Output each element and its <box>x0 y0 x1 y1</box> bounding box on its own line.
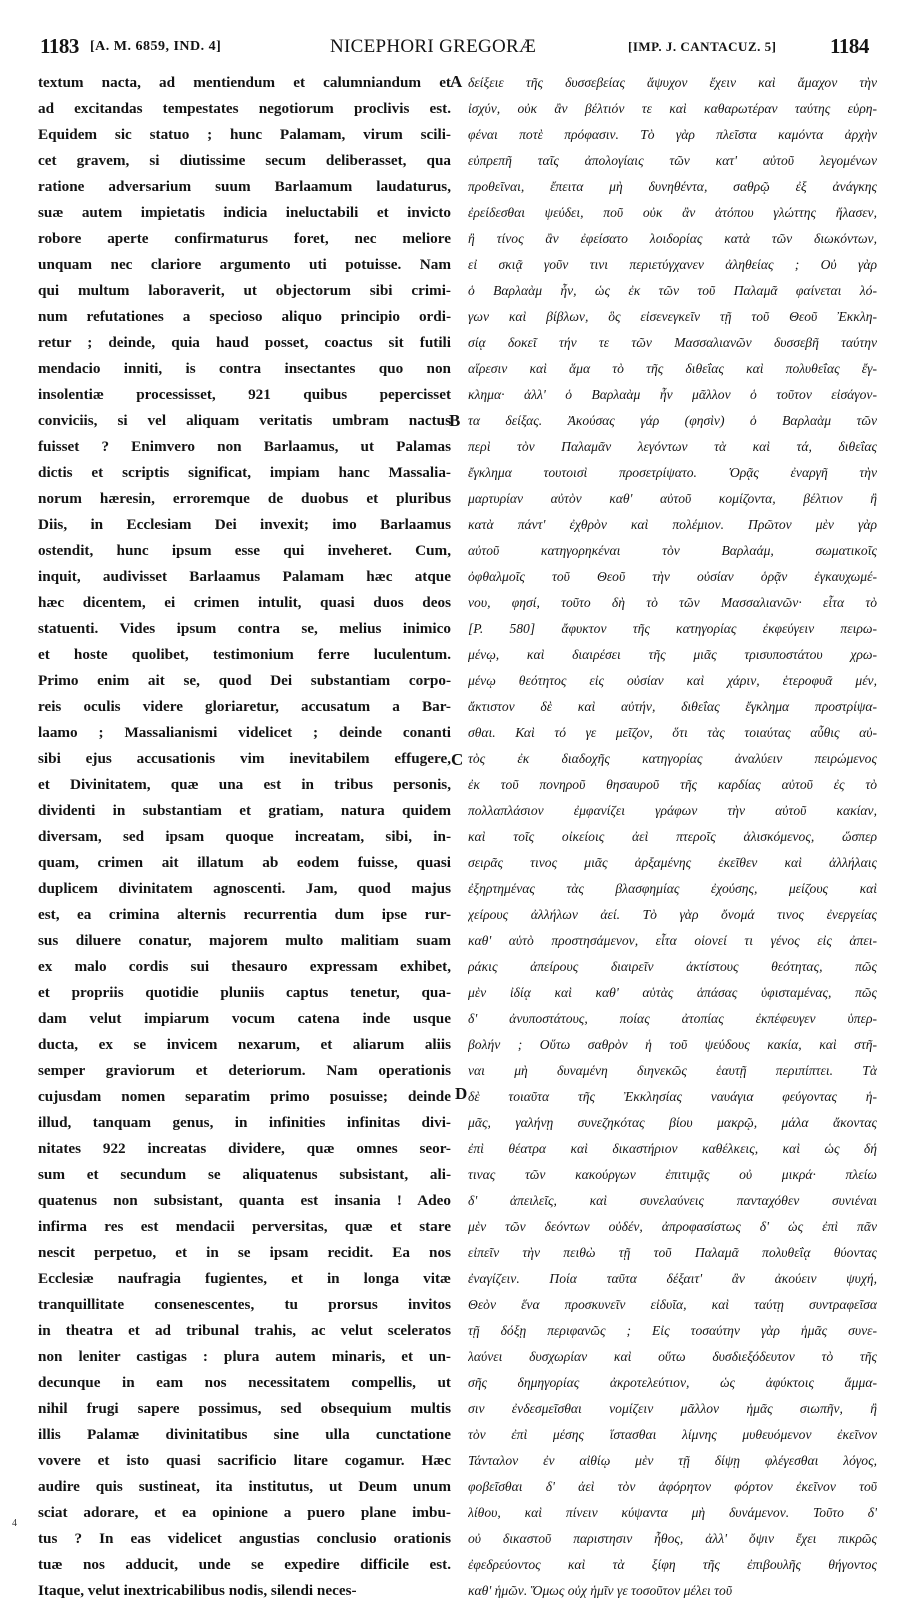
latin-text-line: sciat adorare, et ea opinione a puero plane imbu- <box>38 1504 451 1521</box>
greek-text-line: δὲ τοιαῦτα τῆς Ἐκκλησίας ναυάγια φεύγοντας ἡ- <box>468 1089 877 1104</box>
greek-text-line: τῇ δόξῃ περιφανῶς ; Εἰς τοσαύτην γὰρ ἡμᾶς συνε- <box>468 1323 877 1338</box>
greek-text-line: εἰ σκιᾷ γοῦν τινι περιετύγχανεν ἀληθείας ; Οὐ γὰρ <box>468 257 877 272</box>
greek-text-line: καθ' ἡμῶν. Ὅμως οὐχ ἡμῖν γε τοσοῦτον μέλει τοῦ <box>468 1583 733 1598</box>
greek-text-line: καὶ τοῖς οἰκείοις ἀεὶ πτεροῖς ἁλισκόμενος, ὥσπερ <box>468 829 877 844</box>
latin-text-line: Itaque, velut inextricabilibus nodis, silendi neces- <box>38 1582 357 1599</box>
latin-text-line: quam, crimen ait illatum ab eodem fuisse, quasi <box>38 854 451 871</box>
latin-text-line: laamo ; Massalianismi videlicet ; deinde conanti <box>38 724 451 741</box>
latin-text-line: ex malo cordis sui thesauro expressam exhibet, <box>38 958 451 975</box>
greek-text-line: εἰπεῖν τὴν πειθὼ τῇ τοῦ Παλαμᾶ πολυθεΐᾳ θύοντας <box>468 1245 877 1260</box>
margin-marker-a: A <box>450 72 463 91</box>
latin-text-line: Equidem sic statuo ; hunc Palamam, virum scili- <box>38 126 451 143</box>
latin-text-line: nitates 922 increatas dividere, quæ omnes seor- <box>38 1140 451 1157</box>
greek-text-line: μαρτυρίαν αὐτὸν καθ' αὐτοῦ κομίζοντα, βέλτιον ἢ <box>468 491 877 506</box>
greek-text-line: δ' ἀπειλεῖς, καὶ συνελαύνεις πανταχόθεν συνιέναι <box>468 1193 877 1208</box>
latin-text-line: illis Palamæ divinitatibus sine ulla cunctatione <box>38 1426 451 1443</box>
greek-text-line: σῆς δημηγορίας ἀκροτελεύτιον, ὡς ἀφύκτοις ἅμμα- <box>468 1375 877 1390</box>
latin-text-line: statuenti. Vides ipsum contra se, melius inimico <box>38 620 451 637</box>
latin-text-line: decunque in eam nos necessitatem compellis, ut <box>38 1374 451 1391</box>
greek-column <box>468 70 877 1604</box>
latin-text-line: cet gravem, si diutissime secum deliberasset, qua <box>38 152 451 169</box>
latin-text-line: cujusdam nomen separatim primo posuisse; deinde <box>38 1088 451 1105</box>
greek-text-line: ἰσχύν, οὐκ ἂν βέλτιόν τε καὶ καθαρωτέραν ταύτης εὑρη- <box>468 101 877 116</box>
greek-text-line: ἐρείδεσθαι ψεύδει, ποῦ οὐκ ἂν ἀτόπου γλώττης ἤλασεν, <box>468 205 877 220</box>
greek-text-line: βολήν ; Οὕτω σαθρὸν ἡ τοῦ ψεύδους κακία, καὶ στῆ- <box>468 1037 877 1052</box>
greek-text-line: ράκις ἀπείρους διαιρεῖν ἀκτίστους θεότητας, πῶς <box>468 959 877 974</box>
greek-text-line: σιν ἐνδεσμεῖσθαι νομίζειν μᾶλλον ἡμᾶς σιωπῆν, ἢ <box>468 1401 877 1416</box>
latin-text-line: conviciis, si vel aliquam veritatis umbram nactus <box>38 412 451 429</box>
greek-text-line: γων καὶ βίβλων, ὃς εἰσενεγκεῖν τῇ τοῦ Θεοῦ Ἐκκλη- <box>468 309 877 324</box>
latin-text-line: dictis et scriptis significat, impiam hanc Massalia- <box>38 464 451 481</box>
margin-marker-c: C <box>451 750 464 769</box>
latin-text-line: tus ? In eas videlicet angustias conclusio orationis <box>38 1530 451 1547</box>
latin-text-line: infirma res est mendacii perversitas, quæ et stare <box>38 1218 451 1235</box>
latin-column <box>38 70 451 1604</box>
greek-text-line: ἢ τίνος ἂν ἐφείσατο λοιδορίας κατὰ τῶν διωκόντων, <box>468 231 877 246</box>
latin-text-line: Primo enim ait se, quod Dei substantiam corpo- <box>38 672 451 689</box>
greek-text-line: αἵρεσιν καὶ ἅμα τὸ τῆς διθεΐας καὶ πολυθεΐας ἔγ- <box>468 361 877 376</box>
latin-text-line: ad excitandas tempestates negotiorum proclivis est. <box>38 100 451 117</box>
latin-text-line: et hoste quolibet, testimonium ferre luculentum. <box>38 646 451 663</box>
right-page-number: 1184 <box>830 34 869 58</box>
greek-text-line: προθεῖναι, ἔπειτα μὴ δυνηθέντα, σαθρῷ ἐξ ἀνάγκης <box>468 179 877 194</box>
greek-text-line: λαύνει δυσχωρίαν καὶ οὕτω δυσδιεξόδευτον τὸ τῆς <box>468 1349 877 1364</box>
latin-text-line: sus diluere conatur, majorem multo malitiam suam <box>38 932 451 949</box>
left-running-reference: [A. M. 6859, IND. 4] <box>90 39 222 54</box>
latin-text-line: quatenus non subsistant, quanta est insania ! Adeo <box>38 1192 451 1209</box>
greek-text-line: ὁ Βαρλαὰμ ἦν, ὡς ἐκ τῶν τοῦ Παλαμᾶ φαίνεται λό- <box>468 283 877 298</box>
greek-text-line: μένῳ θεότητος εἰς οὐσίαν καὶ χάριν, ἑτεροφυᾶ μέν, <box>468 673 877 688</box>
latin-text-line: inquit, audivisset Barlaamus Palamam hæc atque <box>38 568 451 585</box>
greek-text-line: Τάνταλον ἐν αἰθίῳ μὲν τῇ δίψῃ φλέγεσθαι λόγος, <box>468 1453 877 1468</box>
latin-text-line: duplicem divinitatem agnoscenti. Jam, quod majus <box>38 880 451 897</box>
latin-text-line: et propriis quotidie pluniis captus tenetur, qua- <box>38 984 451 1001</box>
latin-text-line: Diis, in Ecclesiam Dei invexit; imo Barlaamus <box>38 516 451 533</box>
greek-text-line: [P. 580] ἄφυκτον τῆς κατηγορίας ἐκφεύγειν πειρω- <box>468 621 877 636</box>
greek-text-line: οὐ δικαστοῦ παριστησιν ἦθος, ἀλλ' ὄψιν ἔχει πικρῶς <box>468 1531 877 1546</box>
greek-text-line: κλημα· ἀλλ' ὁ Βαρλαὰμ ἦν μᾶλλον ὁ τοῦτον εἰσάγον- <box>468 387 877 402</box>
greek-text-line: χείρους ἀλλήλων ἀεί. Τὸ γὰρ ὄνομά τινος ἐνεργείας <box>468 907 877 922</box>
latin-text-line: ratione adversarium suum Barlaamum laudaturus, <box>38 178 451 195</box>
latin-text-line: ducta, ex se invicem nexarum, et aliarum aliis <box>38 1036 451 1053</box>
latin-text-line: nihil frugi sapere possimus, sed obsequium multis <box>38 1400 451 1417</box>
latin-text-line: unquam nec clariore argumento uti potuisse. Nam <box>38 256 451 273</box>
latin-text-line: tranquillitate consenescentes, tu prorsus invitos <box>38 1296 451 1313</box>
greek-text-line: μᾶς, γαλήνῃ συνεζηκότας βίου μακρῷ, μάλα ἄκοντας <box>468 1115 877 1130</box>
greek-text-line: εὐπρεπῆ ταῖς ἀπολογίαις τῶν κατ' αὐτοῦ λεγομένων <box>468 153 877 168</box>
greek-text-line: νου, φησί, τοῦτο δὴ τὸ τῶν Μασσαλιανῶν· εἶτα τὸ <box>468 595 877 610</box>
greek-text-line: ἄκτιστον δὲ καὶ αὐτήν, διθεΐας ἔγκλημα προστρίψα- <box>468 699 877 714</box>
greek-text-line: περὶ τὸν Παλαμᾶν λεγόντων τὰ καὶ τά, διθεΐας <box>468 439 877 454</box>
latin-text-line: et Divinitatem, quæ una est in tribus personis, <box>38 776 451 793</box>
greek-text-line: δ' ἀνυποστάτους, ποίας ἀτοπίας ἐκπέφευγεν ὑπερ- <box>468 1011 877 1026</box>
latin-text-line: qui multum laboraverit, ut objectorum sibi crimi- <box>38 282 451 299</box>
latin-text-line: Ecclesiæ naufragia fugientes, et in longa vitæ <box>38 1270 451 1287</box>
latin-text-line: suæ autem impietatis indicia ineluctabili et invicto <box>38 204 451 221</box>
latin-text-line: hæc dicentem, ei crimen intulit, quasi duos deos <box>38 594 451 611</box>
greek-text-line: τὸς ἐκ διαδοχῆς κατηγορίας ἀναλύειν πειρώμενος <box>468 751 877 766</box>
greek-text-line: σίᾳ δοκεῖ τήν τε τῶν Μασσαλιανῶν δυσσεβῆ ταύτην <box>468 335 877 350</box>
latin-text-line: in theatra et ad tribunal trahis, ac velut sceleratos <box>38 1322 451 1339</box>
latin-text-line: fuisset ? Enimvero non Barlaamus, ut Palamas <box>38 438 451 455</box>
greek-text-line: σθαι. Καὶ τό γε μεῖζον, ὅτι τὰς τοιαύτας αὖθις αὐ- <box>468 725 877 740</box>
latin-text-line: audire quis sustineat, ita institutus, ut Deum unum <box>38 1478 451 1495</box>
greek-text-line: λίθου, καὶ πίνειν κύψαντα μὴ δυνάμενον. Τοῦτο δ' <box>468 1505 877 1520</box>
latin-text-line: semper graviorum et deteriorum. Nam operationis <box>38 1062 451 1079</box>
latin-text-line: mendacio inniti, is contra insectantes quo non <box>38 360 451 377</box>
greek-text-line: αὐτοῦ κατηγορηκέναι τὸν Βαρλαάμ, σωματικοῖς <box>468 543 877 558</box>
latin-text-line: dam velut impiarum vocum catena inde usque <box>38 1010 451 1027</box>
latin-text-line: nescit perpetuo, et in se ipsam recidit. Ea nos <box>38 1244 451 1261</box>
greek-text-line: ἐξηρτημένας τὰς βλασφημίας ἐχούσης, μείζους καὶ <box>468 881 877 896</box>
greek-text-line: τινας τῶν κακούργων ἐπιτιμᾷς οὐ μικρά· πλείω <box>468 1167 877 1182</box>
latin-text-line: non leniter castigas : plura autem minaris, et un- <box>38 1348 451 1365</box>
latin-text-line: robore aperte confirmaturus foret, nec meliore <box>38 230 451 247</box>
greek-text-line: ναι μὴ δυναμένη διηνεκῶς ἑαυτῇ περιπίπτει. Τὰ <box>468 1063 877 1078</box>
latin-text-line: retur ; deinde, quia haud posset, coactus sit futili <box>38 334 451 351</box>
latin-text-line: sibi ejus accusationis vim inevitabilem effugere, <box>38 750 451 767</box>
greek-text-line: ἐφεδρεύοντος καὶ τὰ ξίφη τῆς ἐπιβουλῆς θήγοντος <box>468 1557 877 1572</box>
latin-text-line: ostendit, hunc ipsum esse qui inveheret. Cum, <box>38 542 451 559</box>
right-running-reference: [IMP. J. CANTACUZ. 5] <box>628 39 777 54</box>
greek-text-line: μὲν τῶν δεόντων οὐδέν, ἀπροφασίστως δ' ὡς ἐπὶ πᾶν <box>468 1219 877 1234</box>
left-page-number: 1183 <box>40 34 79 58</box>
greek-text-line: ὀφθαλμοῖς τοῦ Θεοῦ τὴν οὐσίαν ὁρᾷν ἐγκαυχωμέ- <box>468 569 877 584</box>
greek-text-line: ἔγκλημα τουτοισὶ προσετρίψατο. Ὁρᾷς ἐναργῆ τὴν <box>468 465 877 480</box>
latin-text-line: reis oculis videre gloriaretur, accusatum a Bar- <box>38 698 451 715</box>
greek-text-line: φέναι ποτὲ πρόφασιν. Τὸ γὰρ πλεῖστα καμόντα ἀρχὴν <box>468 127 877 142</box>
greek-text-line: μὲν ἰδίᾳ καὶ καθ' αὑτὰς ἁπάσας ὑφισταμένας, πῶς <box>468 985 877 1000</box>
greek-text-line: μένῳ, καὶ διαιρέσει τῆς μιᾶς τρισυποστάτου χρω- <box>468 647 877 662</box>
latin-text-line: norum hæresin, erroremque de duobus et pluribus <box>38 490 451 507</box>
greek-text-line: πολλαπλάσιον ἐμφανίζει γράφων τὴν αὐτοῦ κακίαν, <box>468 803 877 818</box>
margin-marker-b: B <box>449 411 461 430</box>
page-header <box>40 34 884 64</box>
latin-text-line: vovere et isto quasi sacrificio litare cogamur. Hæc <box>38 1452 451 1469</box>
greek-text-line: φοβεῖσθαι δ' ἀεὶ τὸν ἀφόρητον φόρτον ἐκεῖνον τοῦ <box>468 1479 877 1494</box>
margin-marker-d: D <box>455 1084 468 1103</box>
greek-text-line: κατὰ πάντ' ἐχθρὸν καὶ πολέμιον. Πρῶτον μὲν γὰρ <box>468 517 877 532</box>
latin-text-line: insolentiæ processisset, 921 quibus pepercisset <box>38 386 451 403</box>
latin-text-line: sum et secundum se aliquatenus subsistant, ali- <box>38 1166 451 1183</box>
footer-signature-mark: 4 <box>12 1518 17 1529</box>
running-title: NICEPHORI GREGORÆ <box>330 36 537 57</box>
greek-text-line: δείξειε τῆς δυσσεβείας ἄψυχον ἔχειν καὶ ἄμαχον τὴν <box>468 75 877 90</box>
greek-text-line: Θεὸν ἕνα προσκυνεῖν εἰδυῖα, καὶ ταύτῃ συντραφεῖσα <box>468 1297 877 1312</box>
greek-text-line: ἐκ τοῦ πονηροῦ θησαυροῦ τῆς καρδίας αὐτοῦ ἐς τὸ <box>468 777 877 792</box>
latin-text-line: tuæ nos adducit, unde se expedire difficile est. <box>38 1556 451 1573</box>
latin-text-line: illud, tanquam genus, in infinities infinitas divi- <box>38 1114 451 1131</box>
latin-text-line: dividenti in substantiam et gratiam, natura quidem <box>38 802 451 819</box>
greek-text-line: τὸν ἐπὶ μέσης ἵστασθαι λίμνης μυθευόμενον ἐκεῖνον <box>468 1427 877 1442</box>
latin-text-line: diversam, sed ipsam quoque increatam, sibi, in- <box>38 828 451 845</box>
greek-text-line: ἐπὶ θέατρα καὶ δικαστήριον καθέλκεις, καὶ ὡς δή <box>468 1141 877 1156</box>
latin-text-line: est, ea crimina alternis recurrentia dum ipse rur- <box>38 906 451 923</box>
greek-text-line: ἐναγίζειν. Ποία ταῦτα δέξαιτ' ἂν ἀκούειν ψυχή, <box>468 1271 877 1286</box>
greek-text-line: τα δείξας. Ἀκούσας γάρ (φησὶν) ὁ Βαρλαὰμ τῶν <box>468 413 877 428</box>
latin-text-line: num refutationes a specioso aliquo principio ordi- <box>38 308 451 325</box>
greek-text-line: καθ' αὑτὸ προστησάμενον, εἶτα οἱονεί τι γένος εἰς ἀπει- <box>468 933 877 948</box>
greek-text-line: σειρᾶς τινος μιᾶς ἀρξαμένης ἐκεῖθεν καὶ ἀλλήλαις <box>468 855 877 870</box>
latin-text-line: textum nacta, ad mentiendum et calumniandum et <box>38 74 451 91</box>
